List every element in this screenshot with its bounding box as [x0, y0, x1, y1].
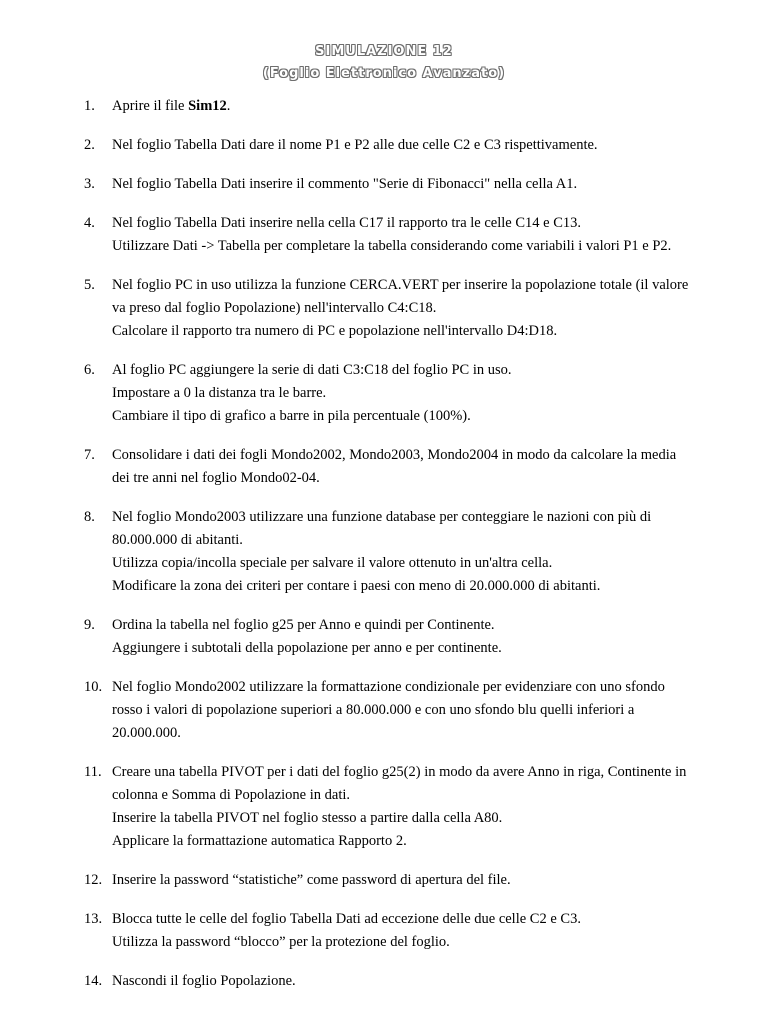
task-number: 4.	[84, 215, 95, 231]
task-item	[0, 173, 768, 196]
task-number: 7.	[84, 447, 95, 463]
task-item	[0, 908, 768, 954]
title-line-2: (Foglio Elettronico Avanzato)	[262, 66, 506, 81]
task-line: Cambiare il tipo di grafico a barre in pila percentuale (100%).	[112, 408, 471, 424]
task-line: va preso dal foglio Popolazione) nell'intervallo C4:C18.	[112, 300, 437, 316]
task-line: Creare una tabella PIVOT per i dati del foglio g25(2) in modo da avere Anno in riga, Continente in	[112, 764, 687, 780]
task-item	[0, 761, 768, 853]
task-item	[0, 869, 768, 892]
task-line: Utilizza copia/incolla speciale per salvare il valore ottenuto in un'altra cella.	[112, 555, 553, 571]
task-item	[0, 134, 768, 157]
task-item	[0, 444, 768, 490]
task-number: 9.	[84, 617, 95, 633]
task-line: Nel foglio PC in uso utilizza la funzione CERCA.VERT per inserire la popolazione totale (il valore	[112, 277, 689, 293]
task-number: 12.	[84, 872, 103, 888]
task-item	[0, 359, 768, 428]
task-line: Utilizza la password “blocco” per la protezione del foglio.	[112, 934, 450, 950]
document-title	[0, 41, 768, 85]
task-number: 5.	[84, 277, 95, 293]
task-line: Impostare a 0 la distanza tra le barre.	[112, 385, 327, 401]
task-item	[0, 506, 768, 598]
task-line: Nel foglio Tabella Dati dare il nome P1 e P2 alle due celle C2 e C3 rispettivamente.	[112, 137, 598, 153]
task-number: 8.	[84, 509, 95, 525]
task-number: 14.	[84, 973, 103, 989]
task-number: 10.	[84, 679, 103, 695]
task-item	[0, 676, 768, 745]
task-line: Modificare la zona dei criteri per contare i paesi con meno di 20.000.000 di abitanti.	[112, 578, 601, 594]
task-line: Ordina la tabella nel foglio g25 per Anno e quindi per Continente.	[112, 617, 495, 633]
task-line: Nel foglio Mondo2002 utilizzare la formattazione condizionale per evidenziare con uno sfondo	[112, 679, 665, 695]
task-line: Aprire il file Sim12.	[112, 98, 231, 114]
task-number: 1.	[84, 98, 95, 114]
task-line: Al foglio PC aggiungere la serie di dati C3:C18 del foglio PC in uso.	[112, 362, 512, 378]
task-line: Calcolare il rapporto tra numero di PC e popolazione nell'intervallo D4:D18.	[112, 323, 558, 339]
task-line: Nascondi il foglio Popolazione.	[112, 973, 296, 989]
task-item	[0, 614, 768, 660]
task-line: Blocca tutte le celle del foglio Tabella Dati ad eccezione delle due celle C2 e C3.	[112, 911, 581, 927]
task-line: Nel foglio Mondo2003 utilizzare una funzione database per conteggiare le nazioni con più di	[112, 509, 652, 525]
task-line: 20.000.000.	[112, 725, 181, 741]
task-item	[0, 274, 768, 343]
task-line: 80.000.000 di abitanti.	[112, 532, 243, 548]
file-name: Sim12	[188, 98, 227, 114]
task-number: 2.	[84, 137, 95, 153]
title-line-1: SIMULAZIONE 12	[315, 44, 453, 59]
task-line: colonna e Somma di Popolazione in dati.	[112, 787, 350, 803]
task-line: Aggiungere i subtotali della popolazione per anno e per continente.	[112, 640, 502, 656]
task-line: Nel foglio Tabella Dati inserire nella cella C17 il rapporto tra le celle C14 e C13.	[112, 215, 582, 231]
task-number: 11.	[84, 764, 102, 780]
task-line: Applicare la formattazione automatica Rapporto 2.	[112, 833, 407, 849]
task-number: 3.	[84, 176, 95, 192]
task-line: Consolidare i dati dei fogli Mondo2002, Mondo2003, Mondo2004 in modo da calcolare la media	[112, 447, 677, 463]
task-line: rosso i valori di popolazione superiori a 80.000.000 e con uno sfondo blu quelli inferiori a	[112, 702, 635, 718]
task-line: Inserire la password “statistiche” come password di apertura del file.	[112, 872, 511, 888]
task-line: Nel foglio Tabella Dati inserire il commento "Serie di Fibonacci" nella cella A1.	[112, 176, 578, 192]
task-item	[0, 970, 768, 993]
task-line: dei tre anni nel foglio Mondo02-04.	[112, 470, 320, 486]
task-number: 13.	[84, 911, 103, 927]
task-item	[0, 95, 768, 118]
task-line: Inserire la tabella PIVOT nel foglio stesso a partire dalla cella A80.	[112, 810, 503, 826]
task-line: Utilizzare Dati -> Tabella per completare la tabella considerando come variabili i valori P1 e P2.	[112, 238, 672, 254]
task-item	[0, 212, 768, 258]
task-number: 6.	[84, 362, 95, 378]
task-list	[0, 95, 768, 1009]
